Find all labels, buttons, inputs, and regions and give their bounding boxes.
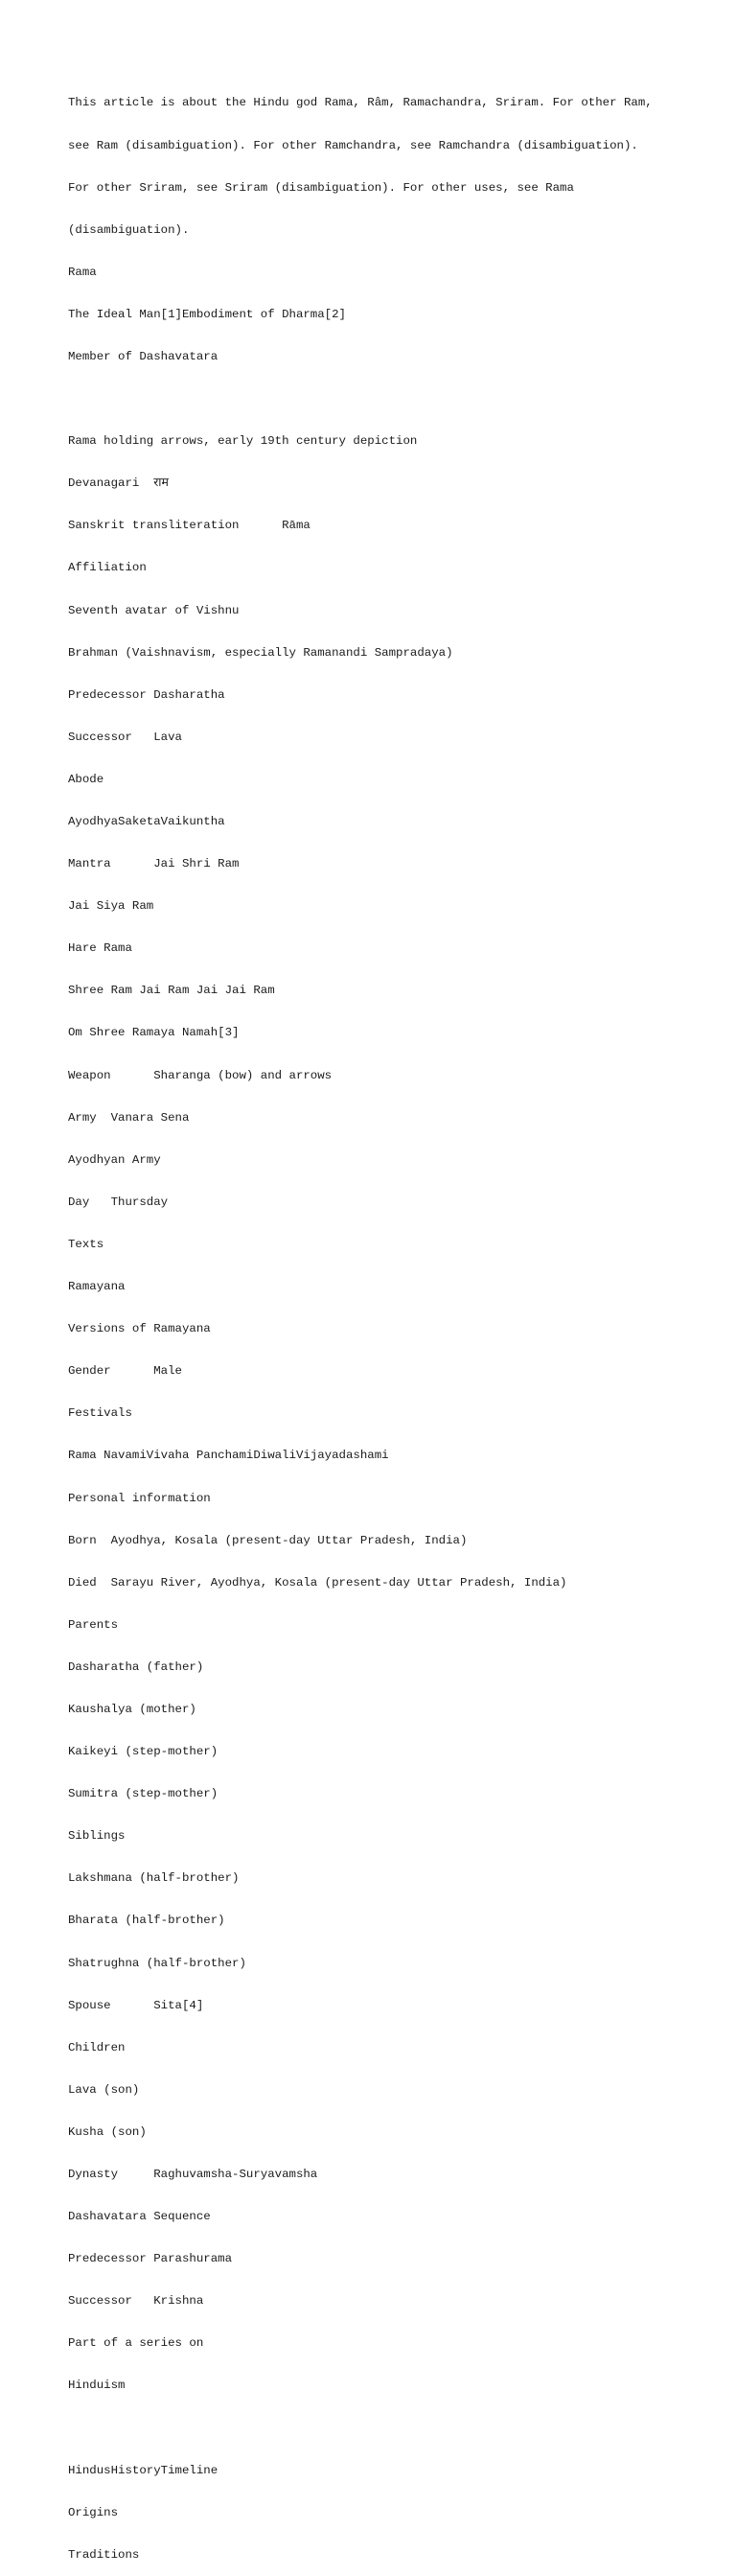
text-line: Dasharatha (father)	[68, 1659, 204, 1674]
text-line: HindusHistoryTimeline	[68, 2463, 218, 2477]
text-line: Siblings	[68, 1829, 126, 1844]
text-line: Shatrughna (half-brother)	[68, 1956, 246, 1970]
text-line: Ramayana	[68, 1280, 126, 1294]
text-line: The Ideal Man[1]Embodiment of Dharma[2]	[68, 307, 346, 321]
text-line: Mantra Jai Shri Ram	[68, 857, 240, 871]
text-line: Rama NavamiVivaha PanchamiDiwaliVijayadashami	[68, 1449, 389, 1463]
text-line: Hare Rama	[68, 941, 132, 956]
text-line: Born Ayodhya, Kosala (present-day Uttar Pradesh, India)	[68, 1533, 468, 1547]
text-line: Children	[68, 2040, 126, 2054]
text-line: Ayodhyan Army	[68, 1152, 161, 1167]
text-line: Kaikeyi (step-mother)	[68, 1745, 218, 1759]
text-line: Affiliation	[68, 561, 147, 575]
text-line: Member of Dashavatara	[68, 349, 218, 363]
text-line: Lakshmana (half-brother)	[68, 1871, 240, 1886]
text-line: Lava (son)	[68, 2082, 140, 2097]
text-line: Texts	[68, 1237, 104, 1251]
text-line: Dashavatara Sequence	[68, 2210, 211, 2224]
text-line: Origins	[68, 2505, 119, 2519]
text-line: Sanskrit transliteration Rāma	[68, 519, 310, 533]
text-line: Hinduism	[68, 2379, 126, 2393]
text-line: Kusha (son)	[68, 2124, 147, 2139]
text-line: Devanagari राम	[68, 476, 169, 491]
text-line: AyodhyaSaketaVaikuntha	[68, 815, 225, 828]
text-line: Kaushalya (mother)	[68, 1702, 196, 1716]
text-line	[68, 2422, 729, 2436]
text-line: Weapon Sharanga (bow) and arrows	[68, 1068, 333, 1082]
text-line: This article is about the Hindu god Rama, Râm, Ramachandra, Sriram. For other Ram,	[68, 96, 653, 110]
text-line: Versions of Ramayana	[68, 1322, 211, 1336]
text-line: Successor Lava	[68, 730, 182, 744]
text-line: Brahman (Vaishnavism, especially Ramanandi Sampradaya)	[68, 645, 453, 660]
text-line: Spouse Sita[4]	[68, 1998, 204, 2012]
text-line: For other Sriram, see Sriram (disambiguation). For other uses, see Rama	[68, 180, 574, 195]
text-line: Predecessor Dasharatha	[68, 687, 225, 702]
text-line: Army Vanara Sena	[68, 1110, 190, 1125]
text-line: Abode	[68, 772, 104, 786]
text-line: Personal information	[68, 1491, 211, 1505]
text-line: Traditions	[68, 2547, 140, 2562]
text-line: Gender Male	[68, 1364, 182, 1379]
text-line: Dynasty Raghuvamsha-Suryavamsha	[68, 2168, 318, 2181]
text-line	[68, 392, 729, 406]
text-line: Festivals	[68, 1406, 132, 1421]
text-line: Died Sarayu River, Ayodhya, Kosala (present-day Uttar Pradesh, India)	[68, 1575, 567, 1590]
text-line: Predecessor Parashurama	[68, 2252, 233, 2266]
text-line: Shree Ram Jai Ram Jai Jai Ram	[68, 984, 275, 998]
text-line: Part of a series on	[68, 2336, 204, 2351]
text-line: Om Shree Ramaya Namah[3]	[68, 1026, 240, 1040]
text-line: Jai Siya Ram	[68, 899, 154, 914]
text-line: Rama holding arrows, early 19th century depiction	[68, 434, 418, 449]
text-line: Sumitra (step-mother)	[68, 1787, 218, 1801]
text-line: (disambiguation).	[68, 222, 190, 237]
text-line: Successor Krishna	[68, 2294, 204, 2309]
text-line: Seventh avatar of Vishnu	[68, 603, 240, 617]
text-line: Rama	[68, 265, 97, 279]
text-line: see Ram (disambiguation). For other Ramchandra, see Ramchandra (disambiguation).	[68, 138, 638, 152]
document-text	[68, 68, 729, 2576]
text-line: Parents	[68, 1617, 119, 1632]
text-line: Day Thursday	[68, 1195, 169, 1209]
text-line: Bharata (half-brother)	[68, 1914, 225, 1928]
